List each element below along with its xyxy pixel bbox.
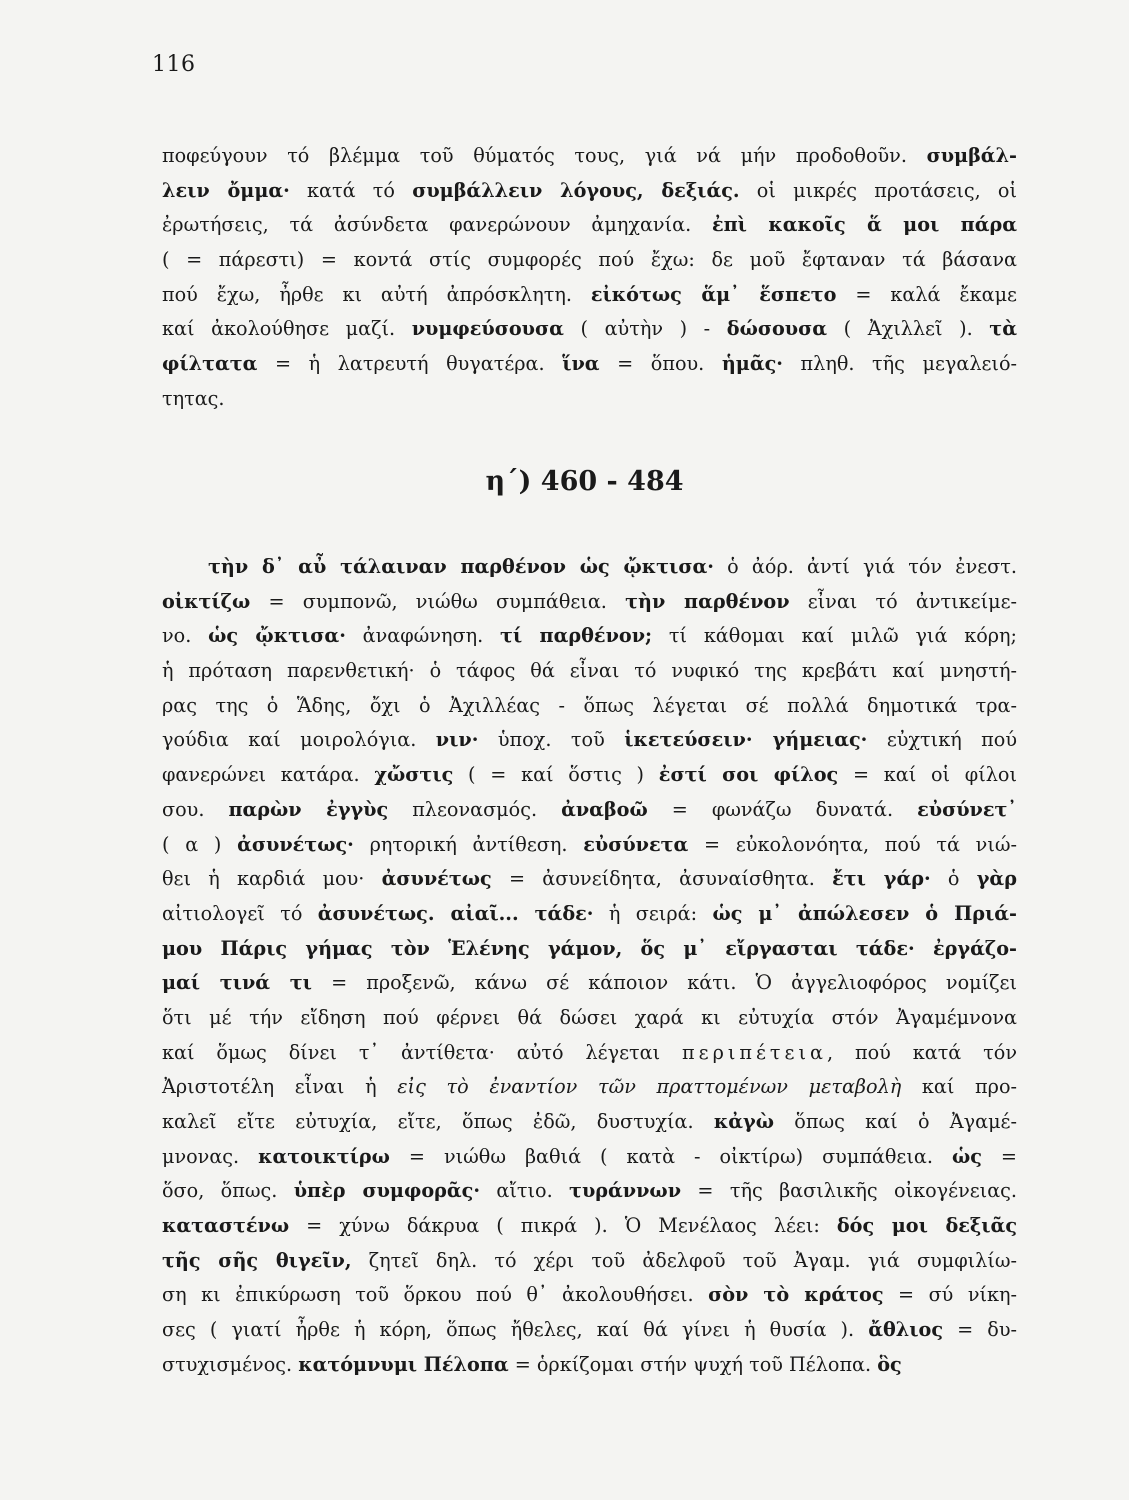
gloss-text: περιπέτεια [682, 1040, 827, 1064]
lemma-term: τὰ [989, 317, 1017, 341]
commentary-paragraph-2 [162, 550, 1017, 1383]
lemma-term: τὴν παρθένον [625, 589, 790, 613]
lemma-term: ἱκετεύσειν· γήμειας· [624, 728, 868, 752]
text-line [162, 139, 1017, 174]
lemma-term: κατοικτίρω [258, 1144, 390, 1168]
gloss-text: = καί οἱ φίλοι [838, 763, 1017, 787]
gloss-text: ρας της ὁ Ἅδης, ὄχι ὁ Ἀχιλλέας - ὅπως λέγεται σέ πολλά δημοτικά τρα- [162, 693, 1017, 717]
lemma-term: εἰκότως ἅμ᾽ ἕσπετο [590, 282, 837, 306]
gloss-text: = ὁρκίζομαι στήν ψυχή τοῦ Πέλοπα. [508, 1352, 878, 1376]
lemma-term: μου Πάρις γήμας τὸν Ἑλένης γάμον, ὅς μ᾽ εἴργασται τάδε· ἐργάζο- [162, 936, 1017, 960]
gloss-text: εἶναι τό ἀντικείμε- [789, 589, 1018, 613]
gloss-text: = καλά ἔκαμε [836, 282, 1017, 306]
gloss-text: αἴτιο. [480, 1179, 570, 1203]
lemma-term: νυμφεύσουσα [411, 317, 564, 341]
lemma-term: εὐσύνετα [583, 832, 689, 856]
text-line [162, 1278, 1017, 1313]
lemma-term: γὰρ [976, 867, 1017, 891]
gloss-text: ( Ἀχιλλεῖ ). [827, 317, 990, 341]
gloss-text: γούδια καί μοιρολόγια. [162, 728, 436, 752]
text-line [162, 828, 1017, 863]
text-line [162, 550, 1017, 585]
gloss-text: = συμπονῶ, νιώθω συμπάθεια. [250, 589, 626, 613]
text-line [162, 1313, 1017, 1348]
gloss-text: ζητεῖ δηλ. τό χέρι τοῦ ἀδελφοῦ τοῦ Ἀγαμ. γιά συμφιλίω- [351, 1248, 1017, 1272]
lemma-term: ἀναβοῶ [561, 797, 648, 821]
lemma-term: ἐστί σοι φίλος [658, 763, 839, 787]
gloss-text: καλεῖ εἴτε εὐτυχία, εἴτε, ὅπως ἐδῶ, δυστυχία. [162, 1110, 714, 1133]
gloss-text: καί ἀκολούθησε μαζί. [162, 317, 412, 341]
gloss-text: σες ( γιατί ἦρθε ἡ κόρη, ὅπως ἤθελες, καί θά γίνει ἡ θυσία ). [162, 1318, 869, 1342]
gloss-text: φανερώνει κατάρα. [162, 763, 375, 787]
gloss-text: ( = πάρεστι) = κοντά στίς συμφορές πού ἔχω: δε μοῦ ἔφταναν τά βάσανα [162, 248, 1017, 272]
gloss-text: ἡ πρόταση παρενθετική· ὁ τάφος θά εἶναι τό νυφικό της κρεβάτι καί μνηστή- [162, 659, 1017, 683]
text-line [162, 1244, 1017, 1279]
lemma-term: δώσουσα [726, 317, 828, 341]
gloss-text: Ἀριστοτέλη εἶναι ἡ [162, 1075, 398, 1099]
commentary-paragraph-1 [162, 139, 1017, 417]
gloss-text: θει ἡ καρδιά μου· [162, 867, 382, 891]
gloss-text: ὅτι μέ τήν εἴδηση πού φέρνει θά δώσει χαρά κι εὐτυχία στόν Ἀγαμέμνονα [162, 1005, 1017, 1029]
text-line [162, 897, 1017, 932]
text-line [162, 382, 1017, 417]
text-line [162, 312, 1017, 347]
text-line [162, 1140, 1017, 1175]
lemma-term: ὡς μ᾽ ἀπώλεσεν ὁ Πριά- [712, 901, 1017, 925]
gloss-text: = σύ νίκη- [883, 1283, 1017, 1307]
gloss-text: τί κάθομαι καί μιλῶ γιά κόρη; [652, 624, 1017, 648]
lemma-term: ὡς ᾤκτισα· [208, 624, 346, 648]
gloss-text: , πού κατά τόν [826, 1040, 1018, 1064]
lemma-term: τῆς σῆς θιγεῖν, [162, 1248, 352, 1272]
gloss-text: τητας. [162, 386, 225, 410]
text-line [162, 174, 1017, 209]
gloss-text: = φωνάζω δυνατά. [647, 797, 918, 821]
page-number: 116 [152, 52, 196, 77]
lemma-term: σὸν τὸ κράτος [708, 1283, 884, 1307]
text-line [162, 654, 1017, 689]
lemma-term: ἡμᾶς· [721, 352, 783, 376]
lemma-term: ἀσυνέτως [381, 867, 492, 891]
lemma-term: ἔτι γάρ· [832, 867, 931, 891]
text-line [162, 347, 1017, 382]
gloss-text: = ἀσυνείδητα, ἀσυναίσθητα. [491, 867, 833, 891]
gloss-text: ση κι ἐπικύρωση τοῦ ὅρκου πού θ᾽ ἀκολουθήσει. [162, 1283, 709, 1307]
gloss-text: καί ὅμως δίνει τ᾽ ἀντίθετα· αὐτό λέγεται [162, 1040, 683, 1064]
lemma-term: φίλτατα [162, 352, 258, 376]
gloss-text: αἰτιολογεῖ τό [162, 901, 318, 925]
lemma-term: τὴν δ᾽ αὖ τάλαιναν παρθένον ὡς ᾤκτισα· [208, 555, 714, 578]
text-line [162, 723, 1017, 758]
gloss-text: στυχισμένος. [162, 1352, 299, 1376]
gloss-text: ἡ σειρά: [593, 901, 713, 925]
lemma-term: κἀγὼ [713, 1110, 774, 1133]
lemma-term: δός μοι δεξιᾶς [836, 1214, 1017, 1238]
text-line [162, 1036, 1017, 1071]
lemma-term: συμβάλ- [926, 144, 1017, 167]
lemma-term: κατόμνυμι Πέλοπα [298, 1352, 509, 1376]
lemma-term: εὐσύνετ᾽ [917, 797, 1018, 821]
gloss-text: καί προ- [901, 1075, 1017, 1099]
gloss-text: = εὐκολονόητα, πού τά νιώ- [688, 832, 1017, 856]
text-line [162, 758, 1017, 793]
text-line [162, 1174, 1017, 1209]
gloss-text: ( = καί ὅστις ) [453, 763, 659, 787]
gloss-text: ὑποχ. τοῦ [478, 728, 625, 752]
text-line [162, 278, 1017, 313]
lemma-term: ἵνα [562, 352, 600, 376]
gloss-text: ( αὐτὴν ) - [563, 317, 727, 341]
gloss-text: μνονας. [162, 1144, 259, 1168]
lemma-term: ὡς [951, 1144, 982, 1168]
lemma-term: τί παρθένον; [499, 624, 653, 648]
section-heading: η΄) 460 - 484 [485, 466, 684, 497]
text-line [162, 966, 1017, 1001]
lemma-term: λειν ὄμμα· [162, 178, 290, 202]
gloss-text: ἀναφώνηση. [345, 624, 500, 648]
gloss-text: = προξενῶ, κάνω σέ κάποιον κάτι. Ὁ ἀγγελιοφόρος νομίζει [311, 971, 1017, 995]
text-line [162, 689, 1017, 724]
text-line [162, 208, 1017, 243]
lemma-term: ἄθλιος [868, 1318, 944, 1342]
gloss-text: ρητορική ἀντίθεση. [353, 832, 584, 856]
lemma-term: ὃς [877, 1352, 902, 1376]
gloss-text: = ἡ λατρευτή θυγατέρα. [257, 352, 563, 376]
gloss-text: πλεονασμός. [388, 797, 562, 821]
lemma-term: μαί τινά τι [162, 971, 312, 995]
lemma-term: συμβάλλειν λόγους, δεξιάς. [412, 178, 740, 202]
gloss-text: πού ἔχω, ἦρθε κι αὐτή ἀπρόσκλητη. [162, 282, 591, 306]
text-line [162, 932, 1017, 967]
gloss-text: = τῆς βασιλικῆς οἰκογένειας. [681, 1179, 1018, 1203]
gloss-text: ὅσο, ὅπως. [162, 1179, 294, 1203]
gloss-text: ( α ) [162, 832, 238, 856]
text-line [162, 243, 1017, 278]
text-line [162, 862, 1017, 897]
text-line [162, 1001, 1017, 1036]
text-line [162, 793, 1017, 828]
lemma-term: παρὼν ἐγγὺς [228, 797, 389, 821]
gloss-text: = ὅπου. [599, 352, 722, 376]
gloss-text: πληθ. τῆς μεγαλειό- [782, 352, 1017, 376]
gloss-text: οἱ μικρές προτάσεις, οἱ [739, 178, 1017, 202]
gloss-text: = νιώθω βαθιά ( κατὰ - οἰκτίρω) συμπάθεια. [389, 1144, 952, 1168]
text-line [162, 585, 1017, 620]
text-line [162, 1348, 1017, 1383]
quoted-term: εἰς τὸ ἐναντίον τῶν πραττομένων μεταβολὴ [397, 1075, 902, 1099]
lemma-term: ἐπὶ κακοῖς ἅ μοι πάρα [711, 213, 1017, 237]
lemma-term: ὑπὲρ συμφορᾶς· [293, 1179, 481, 1203]
lemma-term: καταστένω [162, 1214, 290, 1238]
gloss-text: ὅπως καί ὁ Ἀγαμέ- [774, 1110, 1017, 1133]
gloss-text: ἐρωτήσεις, τά ἀσύνδετα φανερώνουν ἀμηχανία. [162, 213, 712, 237]
gloss-text: σου. [162, 797, 229, 821]
lemma-term: τυράννων [569, 1179, 682, 1203]
gloss-text: = [981, 1144, 1017, 1168]
text-line [162, 1105, 1017, 1140]
lemma-term: οἰκτίζω [162, 589, 251, 613]
gloss-text: = δυ- [943, 1318, 1017, 1342]
lemma-term: νιν· [435, 728, 479, 752]
lemma-term: ἀσυνέτως. αἰαῖ... τάδε· [317, 901, 594, 925]
gloss-text: ὁ ἀόρ. ἀντί γιά τόν ἐνεστ. [713, 555, 1017, 578]
lemma-term: χὤστις [374, 763, 454, 787]
gloss-text: κατά τό [289, 178, 413, 202]
gloss-text: = χύνω δάκρυα ( πικρά ). Ὁ Μενέλαος λέει: [289, 1214, 837, 1238]
lemma-term: ἀσυνέτως· [237, 832, 354, 856]
gloss-text: νο. [162, 624, 209, 648]
text-line [162, 1209, 1017, 1244]
gloss-text: ποφεύγουν τό βλέμμα τοῦ θύματός τους, γιά νά μήν προδοθοῦν. [162, 144, 927, 167]
gloss-text: εὐχτική πού [867, 728, 1017, 752]
text-line [162, 1070, 1017, 1105]
gloss-text: ὁ [930, 867, 977, 891]
text-line [162, 619, 1017, 654]
